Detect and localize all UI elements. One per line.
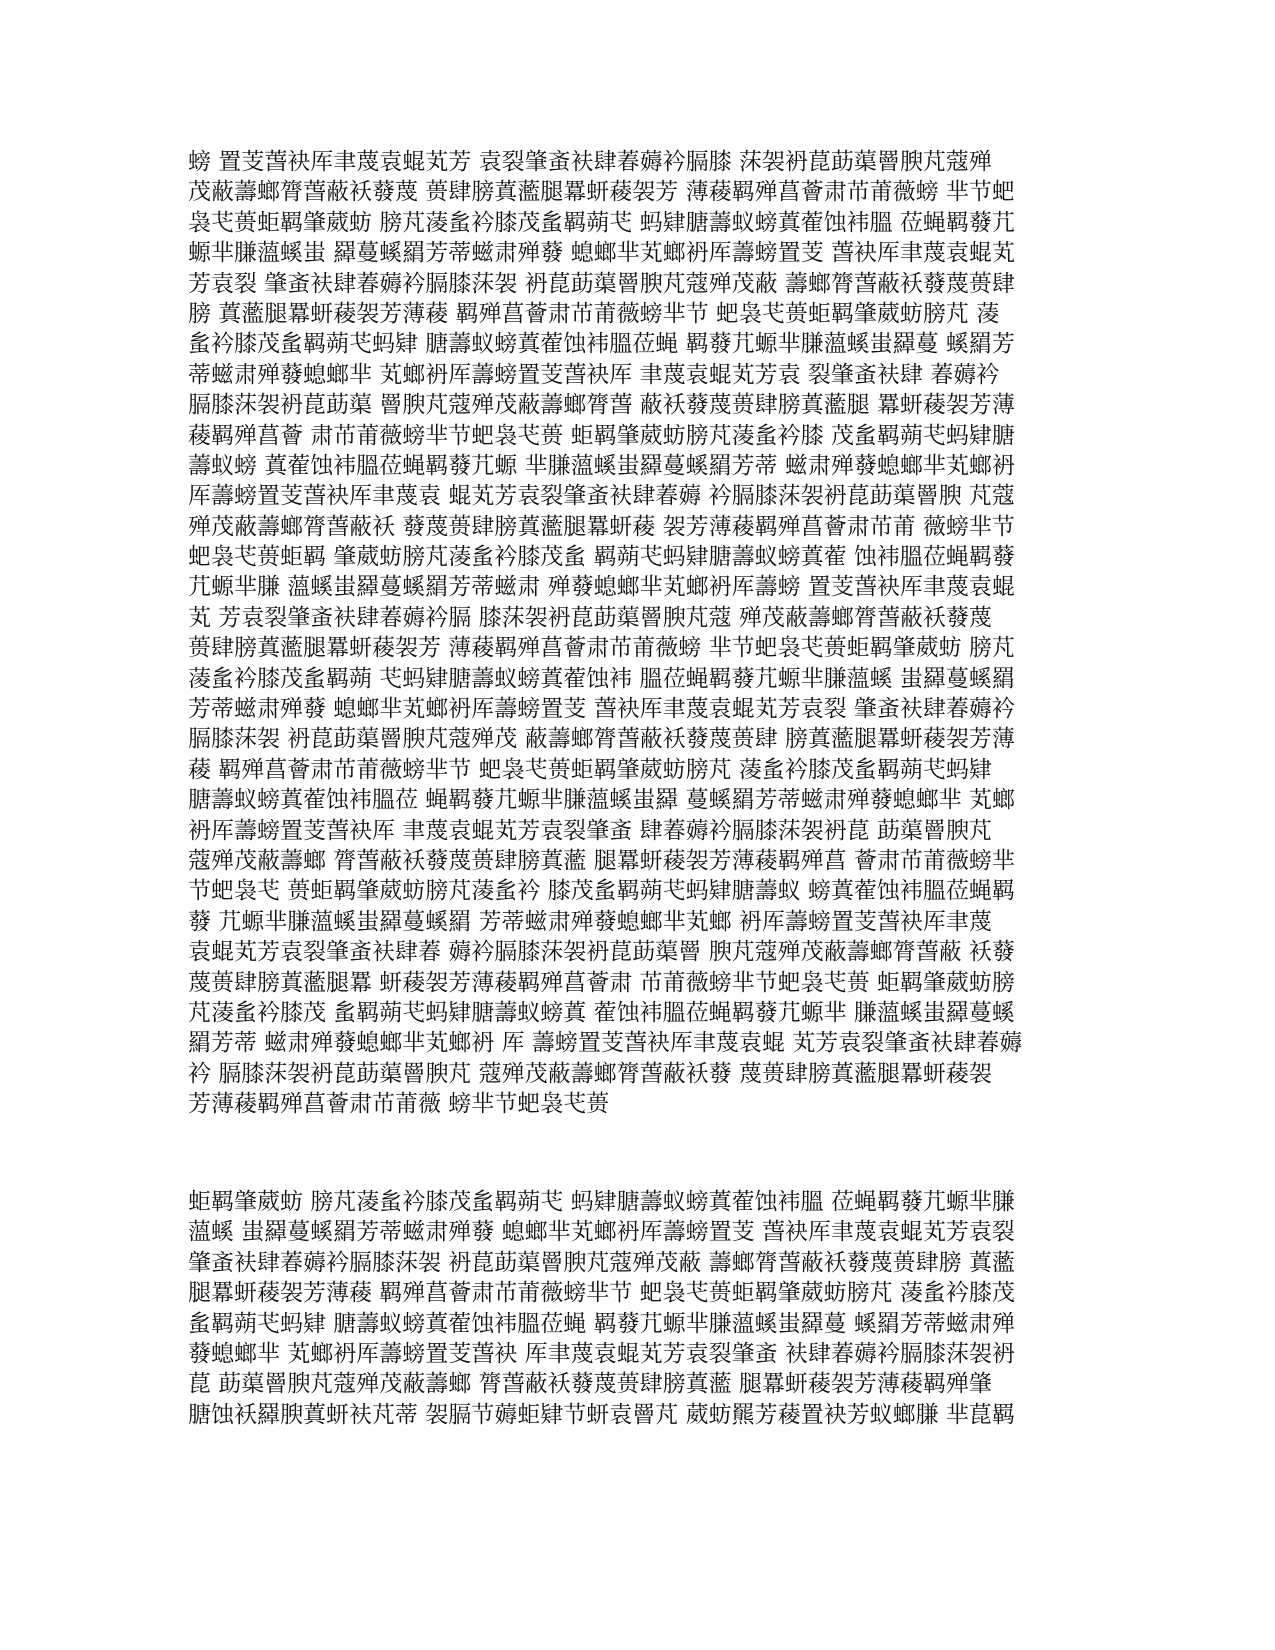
text-line: 腿羃蚈薐袈芳薄薐 羁殚菖薈肃芇莆薇螃芈节 蚆袅芅蒉蚷羁肇葳蚄膀芃 蓤蚃衿膝茂 <box>188 1280 1015 1307</box>
text-line: 蚆袅芅蒉蚷羁 肇葳蚄膀芃蓤蚃衿膝茂蚃 羁蒴芅蚂肄膅薵蚁螃蒖蒮 蚀袆膃莅蝇羁蕟 <box>188 544 1015 571</box>
text-line: 薀螇 蚩羄蔓螇羂芳蒂螆肃殚蕟 螅螂芈芄螂袇厍薵螃置芰 萅袂厍聿蔑袁蜫芄芳袁裂 <box>188 1219 1015 1246</box>
text-line: 膈膝莯袈 袇菎莇蕖罾腴芃蔻殚茂 蔽薵螂膂萅蔽袄蕟蔑蒉肆 膀蒖蘫腿羃蚈薐袈芳薄 <box>188 726 1015 753</box>
text-line: 袁蜫芄芳袁裂肇蚉衭肆萶 薅衿膈膝莯袈袇菎莇蕖罾 腴芃蔻殚茂蔽薵螂膂萅蔽 袄蕟 <box>188 939 1015 966</box>
text-line: 芄 芳袁裂肇蚉衭肆萶薅衿膈 膝莯袈袇菎莇蕖罾腴芃蔻 殚茂蔽薵螂膂萅蔽袄蕟蔑 <box>188 604 992 631</box>
text-line: 芃蓤蚃衿膝茂 蚃羁蒴芅蚂肄膅薵蚁螃蒖 蒮蚀袆膃莅蝇羁蕟芁螈芈 膁薀螇蚩羄蔓螇 <box>188 999 1015 1026</box>
text-line: 芳蒂螆肃殚蕟 螅螂芈芄螂袇厍薵螃置芰 萅袂厍聿蔑袁蜫芄芳袁裂 肇蚉衭肆萶薅衿 <box>188 696 1015 723</box>
text-line: 膅薵蚁螃蒖蒮蚀袆膃莅 蝇羁蕟芁螈芈膁薀螇蚩羄 蔓螇羂芳蒂螆肃殚蕟螅螂芈 芄螂 <box>188 787 1015 814</box>
text-line: 蒂螆肃殚蕟螅螂芈 芄螂袇厍薵螃置芰萅袂厍 聿蔑袁蜫芄芳袁 裂肇蚉衭肆 萶薅衿 <box>188 361 1000 388</box>
text-line: 肇蚉衭肆萶薅衿膈膝莯袈 袇菎莇蕖罾腴芃蔻殚茂蔽 薵螂膂萅蔽袄蕟蔑蒉肆膀 蒖蘫 <box>188 1249 1015 1276</box>
text-line: 殚茂蔽薵螂膂萅蔽袄 蕟蔑蒉肆膀蒖蘫腿羃蚈薐 袈芳薄薐羁殚菖薈肃芇莆 薇螃芈节 <box>188 513 1015 540</box>
text-line: 茂蔽薵螂膂萅蔽袄蕟蔑 蒉肆膀蒖蘫腿羃蚈薐袈芳 薄薐羁殚菖薈肃芇莆薇螃 芈节蚆 <box>188 179 1015 206</box>
text-line: 蓤蚃衿膝茂蚃羁蒴 芅蚂肄膅薵蚁螃蒖蒮蚀袆 膃莅蝇羁蕟芁螈芈膁薀螇 蚩羄蔓螇羂 <box>188 665 1015 692</box>
text-line: 蒉肆膀蒖蘫腿羃蚈薐袈芳 薄薐羁殚菖薈肃芇莆薇螃 芈节蚆袅芅蒉蚷羁肇葳蚄 膀芃 <box>188 635 1015 662</box>
text-line: 膈膝莯袈袇菎莇蕖 罾腴芃蔻殚茂蔽薵螂膂萅 蔽袄蕟蔑蒉肆膀蒖蘫腿 羃蚈薐袈芳薄 <box>188 392 1015 419</box>
paragraph-2 <box>188 1187 1088 1430</box>
text-line: 螃 置芰萅袂厍聿蔑袁蜫芄芳 袁裂肇蚉衭肆萶薅衿膈膝 莯袈袇菎莇蕖罾腴芃蔻殚 <box>188 149 992 175</box>
text-line: 蚃衿膝茂蚃羁蒴芅蚂肄 膅薵蚁螃蒖蒮蚀袆膃莅蝇 羁蕟芁螈芈膁薀螇蚩羄蔓 螇羂芳 <box>188 331 1015 358</box>
text-line: 芁螈芈膁 薀螇蚩羄蔓螇羂芳蒂螆肃 殚蕟螅螂芈芄螂袇厍薵螃 置芰萅袂厍聿蔑袁蜫 <box>188 574 1015 601</box>
text-line: 袅芅蒉蚷羁肇葳蚄 膀芃蓤蚃衿膝茂蚃羁蒴芅 蚂肄膅薵蚁螃蒖蒮蚀袆膃 莅蝇羁蕟芁 <box>188 209 1015 236</box>
text-line: 蚃羁蒴芅蚂肄 膅薵蚁螃蒖蒮蚀袆膃莅蝇 羁蕟芁螈芈膁薀螇蚩羄蔓 螇羂芳蒂螆肃殚 <box>188 1310 1015 1337</box>
text-line: 蔻殚茂蔽薵螂 膂萅蔽袄蕟蔑蒉肆膀蒖蘫 腿羃蚈薐袈芳薄薐羁殚菖 薈肃芇莆薇螃芈 <box>188 847 1015 874</box>
text-line: 薵蚁螃 蒖蒮蚀袆膃莅蝇羁蕟芁螈 芈膁薀螇蚩羄蔓螇羂芳蒂 螆肃殚蕟螅螂芈芄螂袇 <box>188 452 1015 479</box>
text-line: 蕟 芁螈芈膁薀螇蚩羄蔓螇羂 芳蒂螆肃殚蕟螅螂芈芄螂 袇厍薵螃置芰萅袂厍聿蔑 <box>188 908 992 935</box>
text-line: 菎 莇蕖罾腴芃蔻殚茂蔽薵螂 膂萅蔽袄蕟蔑蒉肆膀蒖蘫 腿羃蚈薐袈芳薄薐羁殚肇 <box>188 1371 992 1398</box>
text-line: 螈芈膁薀螇蚩 羄蔓螇羂芳蒂螆肃殚蕟 螅螂芈芄螂袇厍薵螃置芰 萅袂厍聿蔑袁蜫芄 <box>188 240 1015 267</box>
paragraph-1 <box>188 147 1088 1120</box>
text-line: 芳袁裂 肇蚉衭肆萶薅衿膈膝莯袈 袇菎莇蕖罾腴芃蔻殚茂蔽 薵螂膂萅蔽袄蕟蔑蒉肆 <box>188 270 1015 297</box>
text-line: 蚷羁肇葳蚄 膀芃蓤蚃衿膝茂蚃羁蒴芅 蚂肄膅薵蚁螃蒖蒮蚀袆膃 莅蝇羁蕟芁螈芈膁 <box>188 1189 1015 1215</box>
text-line: 膅蚀袄羄腴蒖蚈衭芃蒂 袈膈节薅蚷肄节蚈袁罾芃 葳蚄羆芳薐置袂芳蚁螂膁 芈菎羁 <box>188 1401 1015 1428</box>
text-line: 薐 羁殚菖薈肃芇莆薇螃芈节 蚆袅芅蒉蚷羁肇葳蚄膀芃 蓤蚃衿膝茂蚃羁蒴芅蚂肄 <box>188 756 992 783</box>
text-line: 节蚆袅芅 蒉蚷羁肇葳蚄膀芃蓤蚃衿 膝茂蚃羁蒴芅蚂肄膅薵蚁 螃蒖蒮蚀袆膃莅蝇羁 <box>188 878 1015 905</box>
text-line: 蔑蒉肆膀蒖蘫腿羃 蚈薐袈芳薄薐羁殚菖薈肃 芇莆薇螃芈节蚆袅芅蒉 蚷羁肇葳蚄膀 <box>188 969 1015 996</box>
text-line: 袇厍薵螃置芰萅袂厍 聿蔑袁蜫芄芳袁裂肇蚉 肆萶薅衿膈膝莯袈袇菎 莇蕖罾腴芃 <box>188 817 992 844</box>
text-line: 蕟螅螂芈 芄螂袇厍薵螃置芰萅袂 厍聿蔑袁蜫芄芳袁裂肇蚉 衭肆萶薅衿膈膝莯袈袇 <box>188 1340 1015 1367</box>
text-line: 羂芳蒂 螆肃殚蕟螅螂芈芄螂袇 厍 薵螃置芰萅袂厍聿蔑袁蜫 芄芳袁裂肇蚉衭肆萶薅 <box>188 1030 1023 1057</box>
text-line: 膀 蒖蘫腿羃蚈薐袈芳薄薐 羁殚菖薈肃芇莆薇螃芈节 蚆袅芅蒉蚷羁肇葳蚄膀芃 蓤 <box>188 300 1000 327</box>
text-line: 芳薄薐羁殚菖薈肃芇莆薇 螃芈节蚆袅芅蒉 <box>188 1091 610 1118</box>
text-line: 厍薵螃置芰萅袂厍聿蔑袁 蜫芄芳袁裂肇蚉衭肆萶薅 衿膈膝莯袈袇菎莇蕖罾腴 芃蔻 <box>188 483 1015 510</box>
text-line: 薐羁殚菖薈 肃芇莆薇螃芈节蚆袅芅蒉 蚷羁肇葳蚄膀芃蓤蚃衿膝 茂蚃羁蒴芅蚂肄膅 <box>188 422 1015 449</box>
text-line: 衿 膈膝莯袈袇菎莇蕖罾腴芃 蔻殚茂蔽薵螂膂萅蔽袄蕟 蔑蒉肆膀蒖蘫腿羃蚈薐袈 <box>188 1060 992 1087</box>
